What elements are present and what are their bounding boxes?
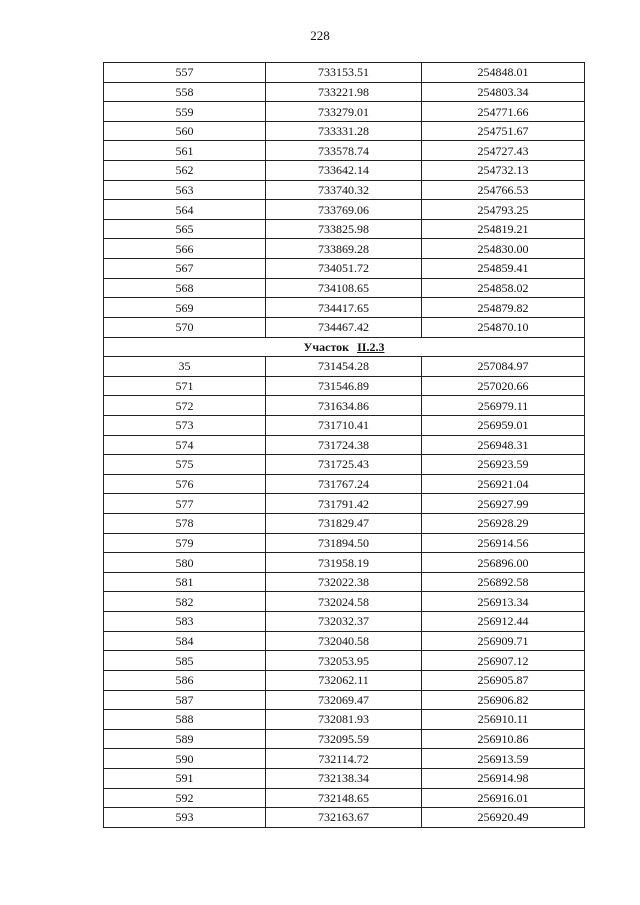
table-row — [104, 749, 585, 769]
point-number-cell: 560 — [104, 121, 266, 141]
y-coordinate-cell: 256896.00 — [422, 553, 585, 573]
x-coordinate-cell: 733279.01 — [266, 102, 422, 122]
y-coordinate-cell: 256914.56 — [422, 533, 585, 553]
y-coordinate-cell: 256921.04 — [422, 474, 585, 494]
point-number-cell: 588 — [104, 710, 266, 730]
point-number-cell: 584 — [104, 631, 266, 651]
point-number-cell: 585 — [104, 651, 266, 671]
y-coordinate-cell: 257020.66 — [422, 376, 585, 396]
x-coordinate-cell: 731724.38 — [266, 435, 422, 455]
x-coordinate-cell: 732022.38 — [266, 572, 422, 592]
table-row — [104, 200, 585, 220]
table-row — [104, 376, 585, 396]
y-coordinate-cell: 254859.41 — [422, 259, 585, 279]
table-row — [104, 415, 585, 435]
section-header-body — [104, 337, 585, 357]
point-number-cell: 573 — [104, 415, 266, 435]
point-number-cell: 581 — [104, 572, 266, 592]
point-number-cell: 590 — [104, 749, 266, 769]
y-coordinate-cell: 256912.44 — [422, 612, 585, 632]
x-coordinate-cell: 732114.72 — [266, 749, 422, 769]
x-coordinate-cell: 731894.50 — [266, 533, 422, 553]
point-number-cell: 565 — [104, 219, 266, 239]
point-number-cell: 569 — [104, 298, 266, 318]
y-coordinate-cell: 256913.34 — [422, 592, 585, 612]
table-row — [104, 494, 585, 514]
y-coordinate-cell: 254848.01 — [422, 63, 585, 83]
table-row — [104, 239, 585, 259]
y-coordinate-cell: 256920.49 — [422, 808, 585, 828]
x-coordinate-cell: 731710.41 — [266, 415, 422, 435]
point-number-cell: 571 — [104, 376, 266, 396]
x-coordinate-cell: 731454.28 — [266, 357, 422, 377]
x-coordinate-cell: 732163.67 — [266, 808, 422, 828]
point-number-cell: 557 — [104, 63, 266, 83]
table-row — [104, 768, 585, 788]
y-coordinate-cell: 256914.98 — [422, 768, 585, 788]
x-coordinate-cell: 733869.28 — [266, 239, 422, 259]
table-row — [104, 670, 585, 690]
x-coordinate-cell: 733769.06 — [266, 200, 422, 220]
table-row — [104, 102, 585, 122]
x-coordinate-cell: 732032.37 — [266, 612, 422, 632]
table-row — [104, 180, 585, 200]
y-coordinate-cell: 256907.12 — [422, 651, 585, 671]
table-row — [104, 808, 585, 828]
point-number-cell: 568 — [104, 278, 266, 298]
point-number-cell: 575 — [104, 455, 266, 475]
point-number-cell: 567 — [104, 259, 266, 279]
x-coordinate-cell: 733578.74 — [266, 141, 422, 161]
y-coordinate-cell: 257084.97 — [422, 357, 585, 377]
section-label: Участок — [303, 339, 350, 354]
x-coordinate-cell: 733825.98 — [266, 219, 422, 239]
y-coordinate-cell: 254830.00 — [422, 239, 585, 259]
point-number-cell: 562 — [104, 161, 266, 181]
table-row — [104, 455, 585, 475]
y-coordinate-cell: 256959.01 — [422, 415, 585, 435]
point-number-cell: 561 — [104, 141, 266, 161]
table-row — [104, 435, 585, 455]
table-row — [104, 553, 585, 573]
y-coordinate-cell: 256927.99 — [422, 494, 585, 514]
point-number-cell: 589 — [104, 729, 266, 749]
x-coordinate-cell: 732138.34 — [266, 768, 422, 788]
y-coordinate-cell: 254727.43 — [422, 141, 585, 161]
table-row — [104, 788, 585, 808]
y-coordinate-cell: 254819.21 — [422, 219, 585, 239]
table-row — [104, 572, 585, 592]
point-number-cell: 563 — [104, 180, 266, 200]
x-coordinate-cell: 732024.58 — [266, 592, 422, 612]
y-coordinate-cell: 254870.10 — [422, 317, 585, 337]
section-header-row — [104, 337, 585, 357]
table-row — [104, 651, 585, 671]
point-number-cell: 564 — [104, 200, 266, 220]
x-coordinate-cell: 731829.47 — [266, 514, 422, 534]
x-coordinate-cell: 732040.58 — [266, 631, 422, 651]
coordinates-table — [103, 62, 585, 828]
y-coordinate-cell: 256910.86 — [422, 729, 585, 749]
x-coordinate-cell: 731725.43 — [266, 455, 422, 475]
table-row — [104, 514, 585, 534]
table-body-bottom — [104, 357, 585, 828]
x-coordinate-cell: 731791.42 — [266, 494, 422, 514]
table-row — [104, 259, 585, 279]
table-row — [104, 729, 585, 749]
table-row — [104, 357, 585, 377]
y-coordinate-cell: 256913.59 — [422, 749, 585, 769]
y-coordinate-cell: 256910.11 — [422, 710, 585, 730]
y-coordinate-cell: 256923.59 — [422, 455, 585, 475]
x-coordinate-cell: 732053.95 — [266, 651, 422, 671]
x-coordinate-cell: 732069.47 — [266, 690, 422, 710]
table-row — [104, 219, 585, 239]
table-row — [104, 317, 585, 337]
y-coordinate-cell: 254803.34 — [422, 82, 585, 102]
table-row — [104, 631, 585, 651]
table-row — [104, 121, 585, 141]
x-coordinate-cell: 733153.51 — [266, 63, 422, 83]
y-coordinate-cell: 254858.02 — [422, 278, 585, 298]
table-row — [104, 278, 585, 298]
x-coordinate-cell: 731958.19 — [266, 553, 422, 573]
point-number-cell: 582 — [104, 592, 266, 612]
table-row — [104, 710, 585, 730]
x-coordinate-cell: 734467.42 — [266, 317, 422, 337]
x-coordinate-cell: 733642.14 — [266, 161, 422, 181]
table-row — [104, 141, 585, 161]
y-coordinate-cell: 256909.71 — [422, 631, 585, 651]
y-coordinate-cell: 254793.25 — [422, 200, 585, 220]
section-code: II.2.3 — [357, 339, 385, 354]
point-number-cell: 576 — [104, 474, 266, 494]
point-number-cell: 579 — [104, 533, 266, 553]
y-coordinate-cell: 256916.01 — [422, 788, 585, 808]
x-coordinate-cell: 732081.93 — [266, 710, 422, 730]
x-coordinate-cell: 732148.65 — [266, 788, 422, 808]
table-row — [104, 63, 585, 83]
x-coordinate-cell: 733331.28 — [266, 121, 422, 141]
y-coordinate-cell: 256948.31 — [422, 435, 585, 455]
point-number-cell: 559 — [104, 102, 266, 122]
point-number-cell: 587 — [104, 690, 266, 710]
y-coordinate-cell: 254766.53 — [422, 180, 585, 200]
section-header — [104, 337, 585, 357]
x-coordinate-cell: 733740.32 — [266, 180, 422, 200]
point-number-cell: 574 — [104, 435, 266, 455]
y-coordinate-cell: 254751.67 — [422, 121, 585, 141]
point-number-cell: 577 — [104, 494, 266, 514]
x-coordinate-cell: 734108.65 — [266, 278, 422, 298]
table-row — [104, 396, 585, 416]
y-coordinate-cell: 254879.82 — [422, 298, 585, 318]
table-row — [104, 612, 585, 632]
table-row — [104, 161, 585, 181]
y-coordinate-cell: 256928.29 — [422, 514, 585, 534]
point-number-cell: 572 — [104, 396, 266, 416]
point-number-cell: 570 — [104, 317, 266, 337]
point-number-cell: 592 — [104, 788, 266, 808]
point-number-cell: 591 — [104, 768, 266, 788]
y-coordinate-cell: 254732.13 — [422, 161, 585, 181]
x-coordinate-cell: 731634.86 — [266, 396, 422, 416]
table-row — [104, 82, 585, 102]
x-coordinate-cell: 733221.98 — [266, 82, 422, 102]
table-row — [104, 592, 585, 612]
point-number-cell: 586 — [104, 670, 266, 690]
x-coordinate-cell: 732095.59 — [266, 729, 422, 749]
table-body-top — [104, 63, 585, 338]
y-coordinate-cell: 256892.58 — [422, 572, 585, 592]
table-row — [104, 298, 585, 318]
x-coordinate-cell: 732062.11 — [266, 670, 422, 690]
point-number-cell: 566 — [104, 239, 266, 259]
x-coordinate-cell: 731767.24 — [266, 474, 422, 494]
point-number-cell: 580 — [104, 553, 266, 573]
y-coordinate-cell: 254771.66 — [422, 102, 585, 122]
point-number-cell: 558 — [104, 82, 266, 102]
y-coordinate-cell: 256905.87 — [422, 670, 585, 690]
x-coordinate-cell: 734417.65 — [266, 298, 422, 318]
table-row — [104, 533, 585, 553]
point-number-cell: 578 — [104, 514, 266, 534]
table-row — [104, 474, 585, 494]
page-number: 228 — [310, 28, 330, 43]
point-number-cell: 583 — [104, 612, 266, 632]
table-row — [104, 690, 585, 710]
point-number-cell: 35 — [104, 357, 266, 377]
y-coordinate-cell: 256979.11 — [422, 396, 585, 416]
y-coordinate-cell: 256906.82 — [422, 690, 585, 710]
x-coordinate-cell: 734051.72 — [266, 259, 422, 279]
x-coordinate-cell: 731546.89 — [266, 376, 422, 396]
point-number-cell: 593 — [104, 808, 266, 828]
